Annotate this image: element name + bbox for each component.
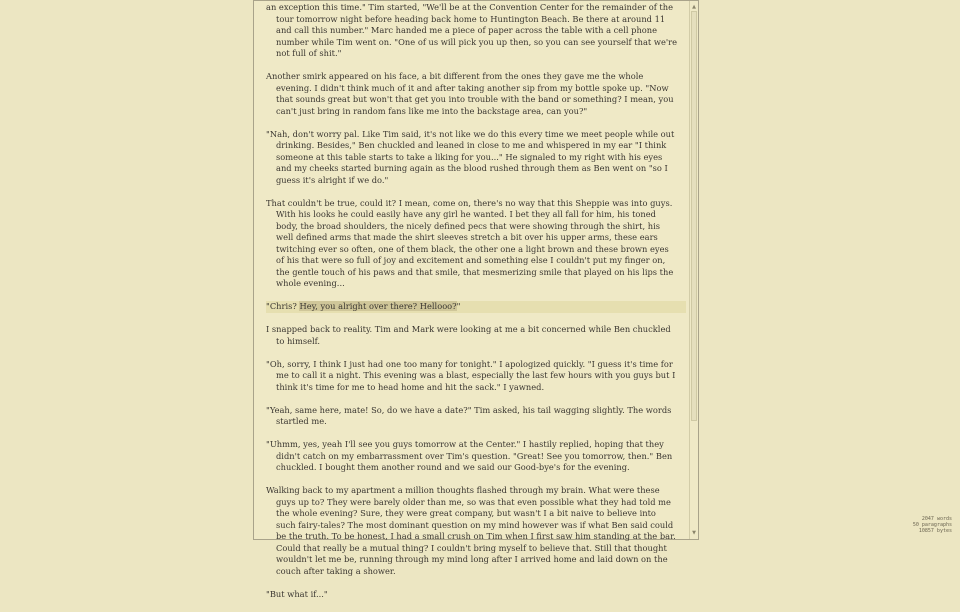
paragraph[interactable]: I snapped back to reality. Tim and Mark were looking at me a bit concerned while Ben chuckled to himself.	[266, 324, 671, 346]
text-selection[interactable]: Hey, you alright over there? Hellooo?	[299, 301, 457, 311]
scroll-thumb[interactable]	[691, 11, 697, 421]
paragraph[interactable]: an exception this time." Tim started, "We'll be at the Convention Center for the remainder of the tour tomorrow night before heading back home to Huntington Beach. Be there at around 11 and call this number." Marc handed me a piece of paper across the table with a cell phone number while Tim went on. "One of us will pick you up then, so you can see yourself that we're not full of shit."	[266, 2, 678, 58]
byte-count: 10857 bytes	[918, 528, 952, 534]
paragraph-text-after: "	[456, 301, 461, 311]
current-paragraph[interactable]	[266, 301, 686, 313]
paragraph-text-before: "Chris?	[266, 301, 300, 311]
paragraph[interactable]: "Uhmm, yes, yeah I'll see you guys tomorrow at the Center." I hastily replied, hoping that they didn't catch on my embarrassment over Tim's question. "Great! See you tomorrow, then." Ben chuckled. I bought them another round and we said our Good-bye's for the evening.	[266, 439, 673, 472]
paragraph[interactable]: Walking back to my apartment a million thoughts flashed through my brain. What were these guys up to? They were barely older than me, so was that even possible what they had told me the whole evening? Sure, they were great company, but wasn't I a bit naive to believe into such fairy-tales? The most dominant question on my mind however was if what Ben said could be the truth. To be honest, I had a small crush on Tim when I first saw him standing at the bar. Could that really be a mutual thing? I couldn't bring myself to believe that. Still that thought wouldn't let me be, running through my mind long after I arrived home and laid down on the couch after taking a shower.	[266, 485, 676, 576]
paragraph[interactable]: "Yeah, same here, mate! So, do we have a date?" Tim asked, his tail wagging slightly. The words startled me.	[266, 404, 672, 426]
paragraph[interactable]: "Oh, sorry, I think I just had one too many for tonight." I apologized quickly. "I guess it's time for me to call it a night. This evening was a blast, especially the last few hours with you guys but I think it's time for me to head home and hit the sack." I yawned.	[266, 358, 676, 392]
paragraph[interactable]: Another smirk appeared on his face, a bit different from the ones they gave me the whole evening. I didn't think much of it and after taking another sip from my bottle spoke up. "Now that sounds great but won't that get you into trouble with the band or something? I mean, you can't just bring in random fans like me into the backstage area, can you?"	[266, 71, 674, 116]
vertical-scrollbar[interactable]	[689, 1, 698, 539]
paragraph-count: 50 paragraphs	[912, 522, 952, 528]
scroll-down-icon[interactable]: ▼	[692, 530, 696, 536]
document-stats	[913, 516, 952, 534]
scroll-up-icon[interactable]: ▲	[692, 4, 696, 10]
paragraph[interactable]: "But what if..."	[266, 588, 328, 599]
document-page[interactable]	[253, 0, 699, 599]
document-text[interactable]	[266, 1, 678, 612]
paragraph[interactable]: "Nah, don't worry pal. Like Tim said, it's not like we do this every time we meet people while out drinking. Besides," Ben chuckled and leaned in close to me and whispered in my ear "I think someone at this table starts to take a liking for you..." He signaled to my right with his eyes and my cheeks started burning again as the blood rushed through them as Ben went on "so I guess it's alright if we do."	[266, 128, 675, 185]
word-count: 2047 words	[921, 516, 952, 522]
paragraph[interactable]: That couldn't be true, could it? I mean, come on, there's no way that this Sheppie was into guys. With his looks he could easily have any girl he wanted. I bet they all fall for him, his toned body, the broad shoulders, the nicely defined pecs that were showing through the shirt, his well defined arms that made the shirt sleeves stretch a bit over his upper arms, these ears twitching ever so often, one of them black, the other one a light brown and these brown eyes of his that were so full of joy and excitement and something else I couldn't put my finger on, the gentle touch of his paws and that smile, that mesmerizing smile that played on his lips the whole evening...	[266, 197, 674, 288]
